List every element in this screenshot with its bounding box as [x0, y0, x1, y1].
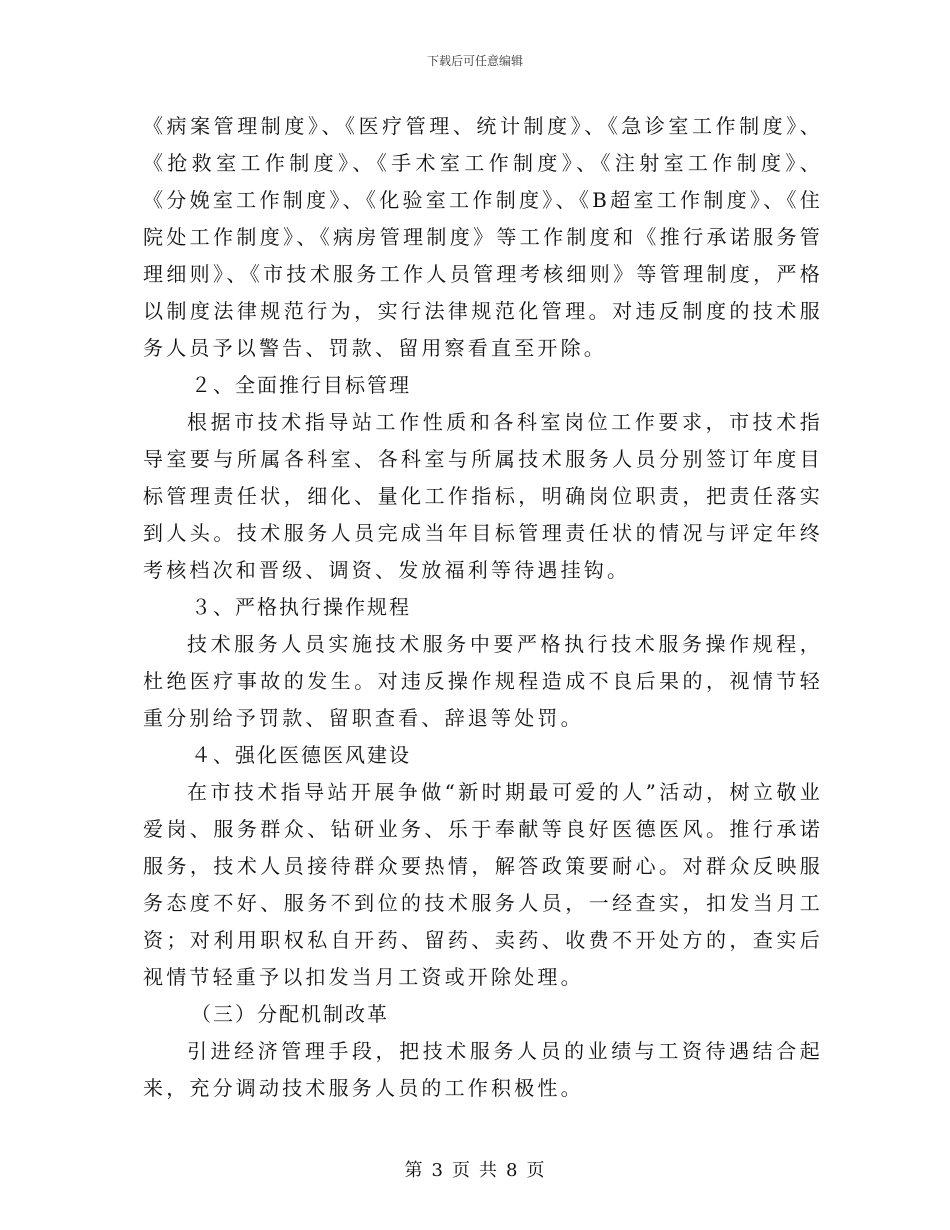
- header-note: 下载后可任意编辑: [426, 54, 523, 68]
- footer-page-label: 页: [452, 1160, 471, 1181]
- footer-page-number: 3: [431, 1160, 444, 1181]
- document-body: [143, 108, 823, 1107]
- footer-prefix: 第: [404, 1160, 424, 1181]
- paragraph-distribution-reform: 引进经济管理手段，把技术服务人员的业绩与工资待遇结合起来，充分调动技术服务人员的工作积极性。: [143, 1039, 823, 1100]
- heading-medical-ethics: ４、强化医德医风建设: [191, 743, 411, 767]
- footer-total-pages: 8: [506, 1160, 519, 1181]
- heading-target-management: ２、全面推行目标管理: [191, 373, 411, 397]
- paragraph-operating-procedures: 技术服务人员实施技术服务中要严格执行技术服务操作规程，杜绝医疗事故的发生。对违反操作规程造成不良后果的，视情节轻重分别给予罚款、留职查看、辞退等处罚。: [143, 632, 823, 730]
- paragraph-target-management: 根据市技术指导站工作性质和各科室岗位工作要求，市技术指导室要与所属各科室、各科室与所属技术服务人员分别签订年度目标管理责任状，细化、量化工作指标，明确岗位职责，把责任落实到人头。技术服务人员完成当年目标管理责任状的情况与评定年终考核档次和晋级、调资、发放福利等待遇挂钩。: [143, 410, 823, 582]
- page-header: [0, 52, 950, 69]
- heading-distribution-reform: （三）分配机制改革: [191, 1002, 389, 1026]
- footer-suffix: 页: [526, 1160, 546, 1181]
- paragraph-medical-ethics: 在市技术指导站开展争做“新时期最可爱的人”活动，树立敬业爱岗、服务群众、钻研业务、乐于奉献等良好医德医风。推行承诺服务，技术人员接待群众要热情，解答政策要耐心。对群众反映服务态度不好、服务不到位的技术服务人员，一经查实，扣发当月工资；对利用职权私自开药、留药、卖药、收费不开处方的，查实后视情节轻重予以扣发当月工资或开除处理。: [143, 780, 823, 989]
- page-footer: [0, 1156, 950, 1182]
- paragraph-regulations: 《病案管理制度》、《医疗管理、统计制度》、《急诊室工作制度》、《抢救室工作制度》、《手术室工作制度》、《注射室工作制度》、《分娩室工作制度》、《化验室工作制度》、《B超室工作制度》、《住院处工作制度》、《病房管理制度》等工作制度和《推行承诺服务管理细则》、《市技术服务工作人员管理考核细则》等管理制度，严格以制度法律规范行为，实行法律规范化管理。对违反制度的技术服务人员予以警告、罚款、留用察看直至开除。: [143, 114, 823, 360]
- footer-total-label: 共: [479, 1160, 498, 1181]
- heading-operating-procedures: ３、严格执行操作规程: [191, 595, 411, 619]
